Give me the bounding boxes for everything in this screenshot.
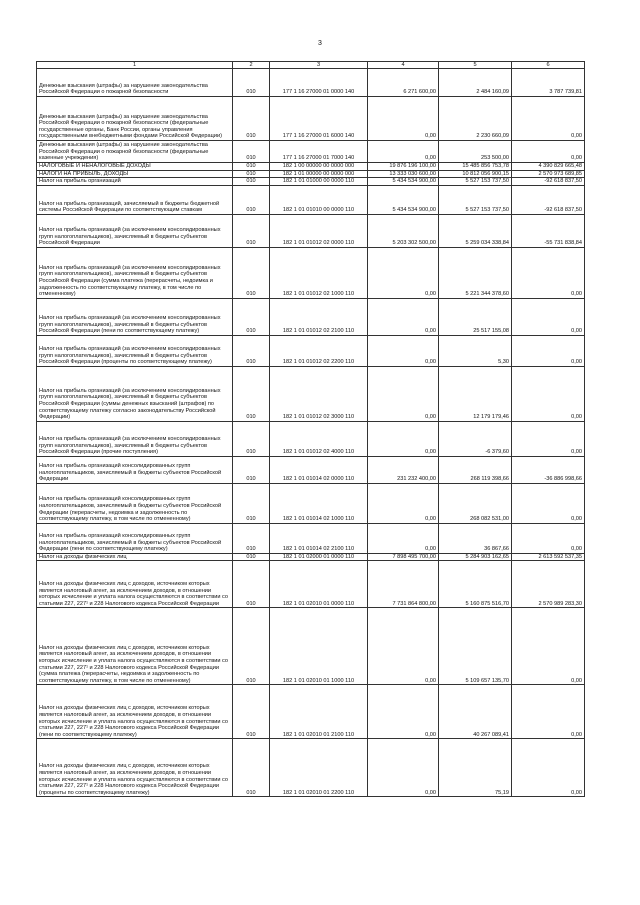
row-plan-value: 0,00 [368,608,439,685]
row-name: Денежные взыскания (штрафы) за нарушение законодательства Российской Федерации о пожарной безопасности [37,69,233,97]
row-kbk: 182 1 01 01012 02 0000 110 [270,214,368,247]
row-name: Налог на прибыль организаций (за исключением консолидированных групп налогоплательщиков), зачисляемый в бюджеты субъектов Российской Федерации (пени по соответствующему платежу) [37,298,233,335]
row-exec-value: 36 867,66 [439,523,512,553]
row-name: Налог на прибыль организаций консолидированных групп налогоплательщиков, зачисляемый в бюджеты субъектов Российской Федерации [37,456,233,483]
table-row [37,561,585,608]
row-code: 010 [233,247,270,298]
row-code: 010 [233,335,270,366]
row-plan-value: 6 271 600,00 [368,69,439,97]
row-exec-value: 268 082 531,00 [439,483,512,523]
row-rest-value: 0,00 [512,421,585,456]
row-rest-value: 0,00 [512,247,585,298]
row-exec-value: 15 485 856 753,78 [439,163,512,171]
row-code: 010 [233,366,270,421]
row-plan-value: 7 898 495 700,00 [368,553,439,561]
row-rest-value: 0,00 [512,523,585,553]
row-kbk: 182 1 01 01000 00 0000 110 [270,178,368,186]
table-row [37,185,585,214]
row-rest-value: -55 731 838,84 [512,214,585,247]
row-rest-value: -92 618 837,50 [512,185,585,214]
row-plan-value: 5 434 534 900,00 [368,178,439,186]
row-plan-value: 0,00 [368,421,439,456]
row-code: 010 [233,608,270,685]
table-row [37,739,585,797]
table-row [37,247,585,298]
row-plan-value: 0,00 [368,685,439,739]
row-plan-value: 0,00 [368,366,439,421]
row-name: Налог на доходы физических лиц с доходов, источником которых является налоговый агент, за исключением доходов, в отношении которых исчисление и уплата налога осуществляются в соответствии со статьями 227, 227¹ и 228 Налогового кодекса Российской Федерации [37,561,233,608]
row-exec-value: 5 527 153 737,50 [439,178,512,186]
row-code: 010 [233,69,270,97]
row-kbk: 182 1 01 02010 01 1000 110 [270,608,368,685]
row-kbk: 182 1 01 01010 00 0000 110 [270,185,368,214]
table-row [37,163,585,171]
row-rest-value: 2 570 973 689,85 [512,170,585,178]
row-plan-value: 0,00 [368,141,439,163]
row-plan-value: 0,00 [368,483,439,523]
row-kbk: 177 1 16 27000 01 7000 140 [270,141,368,163]
row-rest-value: 4 390 829 665,48 [512,163,585,171]
row-plan-value: 13 333 030 600,00 [368,170,439,178]
row-exec-value: 12 179 179,46 [439,366,512,421]
page-number: 3 [318,40,322,47]
row-kbk: 182 1 01 01012 02 2100 110 [270,298,368,335]
row-name: НАЛОГОВЫЕ И НЕНАЛОГОВЫЕ ДОХОДЫ [37,163,233,171]
table-row [37,685,585,739]
table-body [37,62,585,797]
row-name: Налог на прибыль организаций консолидированных групп налогоплательщиков, зачисляемый в бюджеты субъектов Российской Федерации (пени по соответствующему платежу) [37,523,233,553]
row-rest-value: -36 886 998,66 [512,456,585,483]
row-rest-value: 0,00 [512,483,585,523]
col-header-2: 2 [233,62,270,69]
table-row [37,553,585,561]
row-exec-value: 40 267 089,41 [439,685,512,739]
col-header-3: 3 [270,62,368,69]
row-code: 010 [233,739,270,797]
row-plan-value: 0,00 [368,247,439,298]
row-code: 010 [233,421,270,456]
table-row [37,141,585,163]
row-rest-value: 0,00 [512,141,585,163]
row-exec-value: 10 812 056 900,15 [439,170,512,178]
row-name: Налог на прибыль организаций (за исключением консолидированных групп налогоплательщиков), зачисляемый в бюджеты субъектов Российской Федерации (сумма платежа (перерасчеты, недоимка и задолженность по соответствующему платежу, в том числе по отмененному) [37,247,233,298]
row-exec-value: 253 500,00 [439,141,512,163]
row-code: 010 [233,185,270,214]
table-row [37,69,585,97]
row-plan-value: 5 203 302 500,00 [368,214,439,247]
row-kbk: 182 1 01 02010 01 0000 110 [270,561,368,608]
table-row [37,214,585,247]
row-name: Налог на прибыль организаций консолидированных групп налогоплательщиков, зачисляемый в бюджеты субъектов Российской Федерации (перерасчеты, недоимка и задолженность по соответствующему платежу, в том числе по отмененному) [37,483,233,523]
row-rest-value: 0,00 [512,608,585,685]
row-plan-value: 0,00 [368,97,439,141]
table-row [37,523,585,553]
row-plan-value: 19 876 196 100,00 [368,163,439,171]
table-row [37,178,585,186]
col-header-5: 5 [439,62,512,69]
row-kbk: 182 1 01 01012 02 3000 110 [270,366,368,421]
row-exec-value: 5 109 657 135,70 [439,608,512,685]
row-exec-value: 2 484 160,09 [439,69,512,97]
row-kbk: 182 1 01 01012 02 4000 110 [270,421,368,456]
revenue-table [36,61,585,797]
row-plan-value: 0,00 [368,523,439,553]
table-row [37,298,585,335]
row-rest-value: 0,00 [512,298,585,335]
row-code: 010 [233,523,270,553]
row-code: 010 [233,163,270,171]
row-exec-value: 25 517 155,08 [439,298,512,335]
row-name: Налог на прибыль организаций, зачисляемый в бюджеты бюджетной системы Российской Федерации по соответствующим ставкам [37,185,233,214]
row-exec-value: 2 230 660,09 [439,97,512,141]
row-name: Налог на прибыль организаций [37,178,233,186]
row-code: 010 [233,141,270,163]
row-kbk: 182 1 01 01014 02 1000 110 [270,483,368,523]
row-code: 010 [233,561,270,608]
row-kbk: 182 1 01 01014 02 0000 110 [270,456,368,483]
row-rest-value: 2 613 592 537,35 [512,553,585,561]
table-row [37,456,585,483]
row-exec-value: 268 119 398,66 [439,456,512,483]
row-name: Налог на доходы физических лиц с доходов, источником которых является налоговый агент, за исключением доходов, в отношении которых исчисление и уплата налога осуществляются в соответствии со статьями 227, 227¹ и 228 Налогового кодекса Российской Федерации (пени по соответствующему платежу) [37,685,233,739]
row-kbk: 182 1 01 01014 02 2100 110 [270,523,368,553]
row-code: 010 [233,553,270,561]
table-row [37,335,585,366]
row-rest-value: 0,00 [512,685,585,739]
table-row [37,97,585,141]
row-code: 010 [233,685,270,739]
row-rest-value: 0,00 [512,97,585,141]
row-code: 010 [233,483,270,523]
row-kbk: 182 1 01 02000 01 0000 110 [270,553,368,561]
row-code: 010 [233,214,270,247]
row-rest-value: -92 618 837,50 [512,178,585,186]
row-code: 010 [233,178,270,186]
row-plan-value: 0,00 [368,298,439,335]
row-name: НАЛОГИ НА ПРИБЫЛЬ, ДОХОДЫ [37,170,233,178]
row-rest-value: 2 570 989 283,30 [512,561,585,608]
row-name: Денежные взыскания (штрафы) за нарушение законодательства Российской Федерации о пожарной безопасности (федеральные казенные учреждения) [37,141,233,163]
row-exec-value: 5 527 153 737,50 [439,185,512,214]
table-row [37,608,585,685]
row-name: Налог на прибыль организаций (за исключением консолидированных групп налогоплательщиков), зачисляемый в бюджеты субъектов Российской Федерации (суммы денежных взысканий (штрафов) по соответствующему платежу согласно законодательству Российской Федерации) [37,366,233,421]
row-code: 010 [233,97,270,141]
row-code: 010 [233,170,270,178]
table-row [37,483,585,523]
row-plan-value: 231 232 400,00 [368,456,439,483]
row-code: 010 [233,298,270,335]
row-exec-value: -6 379,60 [439,421,512,456]
col-header-1: 1 [37,62,233,69]
row-name: Налог на прибыль организаций (за исключением консолидированных групп налогоплательщиков), зачисляемый в бюджеты субъектов Российской Федерации (проценты по соответствующему платежу) [37,335,233,366]
row-exec-value: 5 259 034 338,84 [439,214,512,247]
col-header-6: 6 [512,62,585,69]
row-exec-value: 5 160 875 516,70 [439,561,512,608]
row-rest-value: 0,00 [512,335,585,366]
row-code: 010 [233,456,270,483]
row-name: Денежные взыскания (штрафы) за нарушение законодательства Российской Федерации о пожарной безопасности (федеральные государственные органы, Банк России, органы управления государственными внебюджетными фондами Российской Федерации) [37,97,233,141]
row-rest-value: 0,00 [512,739,585,797]
row-plan-value: 7 731 864 800,00 [368,561,439,608]
row-plan-value: 0,00 [368,739,439,797]
row-kbk: 182 1 01 01012 02 1000 110 [270,247,368,298]
row-plan-value: 5 434 534 900,00 [368,185,439,214]
row-exec-value: 5 221 344 378,60 [439,247,512,298]
row-kbk: 177 1 16 27000 01 6000 140 [270,97,368,141]
row-kbk: 177 1 16 27000 01 0000 140 [270,69,368,97]
row-exec-value: 75,19 [439,739,512,797]
row-name: Налог на прибыль организаций (за исключением консолидированных групп налогоплательщиков), зачисляемый в бюджеты субъектов Российской Федерации (прочие поступления) [37,421,233,456]
table-row [37,170,585,178]
table-row [37,366,585,421]
row-kbk: 182 1 01 01012 02 2200 110 [270,335,368,366]
row-exec-value: 5 284 903 162,65 [439,553,512,561]
row-kbk: 182 1 01 00000 00 0000 000 [270,170,368,178]
row-rest-value: 0,00 [512,366,585,421]
row-kbk: 182 1 01 02010 01 2100 110 [270,685,368,739]
row-name: Налог на доходы физических лиц с доходов, источником которых является налоговый агент, за исключением доходов, в отношении которых исчисление и уплата налога осуществляются в соответствии со статьями 227, 227¹ и 228 Налогового кодекса Российской Федерации (проценты по соответствующему платежу) [37,739,233,797]
row-name: Налог на прибыль организаций (за исключением консолидированных групп налогоплательщиков), зачисляемый в бюджеты субъектов Российской Федерации [37,214,233,247]
row-exec-value: 5,30 [439,335,512,366]
row-kbk: 182 1 00 00000 00 0000 000 [270,163,368,171]
col-header-4: 4 [368,62,439,69]
row-rest-value: 3 787 739,81 [512,69,585,97]
table-row [37,421,585,456]
row-name: Налог на доходы физических лиц [37,553,233,561]
row-kbk: 182 1 01 02010 01 2200 110 [270,739,368,797]
column-number-header [37,62,585,69]
row-plan-value: 0,00 [368,335,439,366]
row-name: Налог на доходы физических лиц с доходов, источником которых является налоговый агент, за исключением доходов, в отношении которых исчисление и уплата налога осуществляются в соответствии со статьями 227, 227¹ и 228 Налогового кодекса Российской Федерации (сумма платежа (перерасчеты, недоимка и задолженность по соответствующему платежу, в том числе по отмененному) [37,608,233,685]
